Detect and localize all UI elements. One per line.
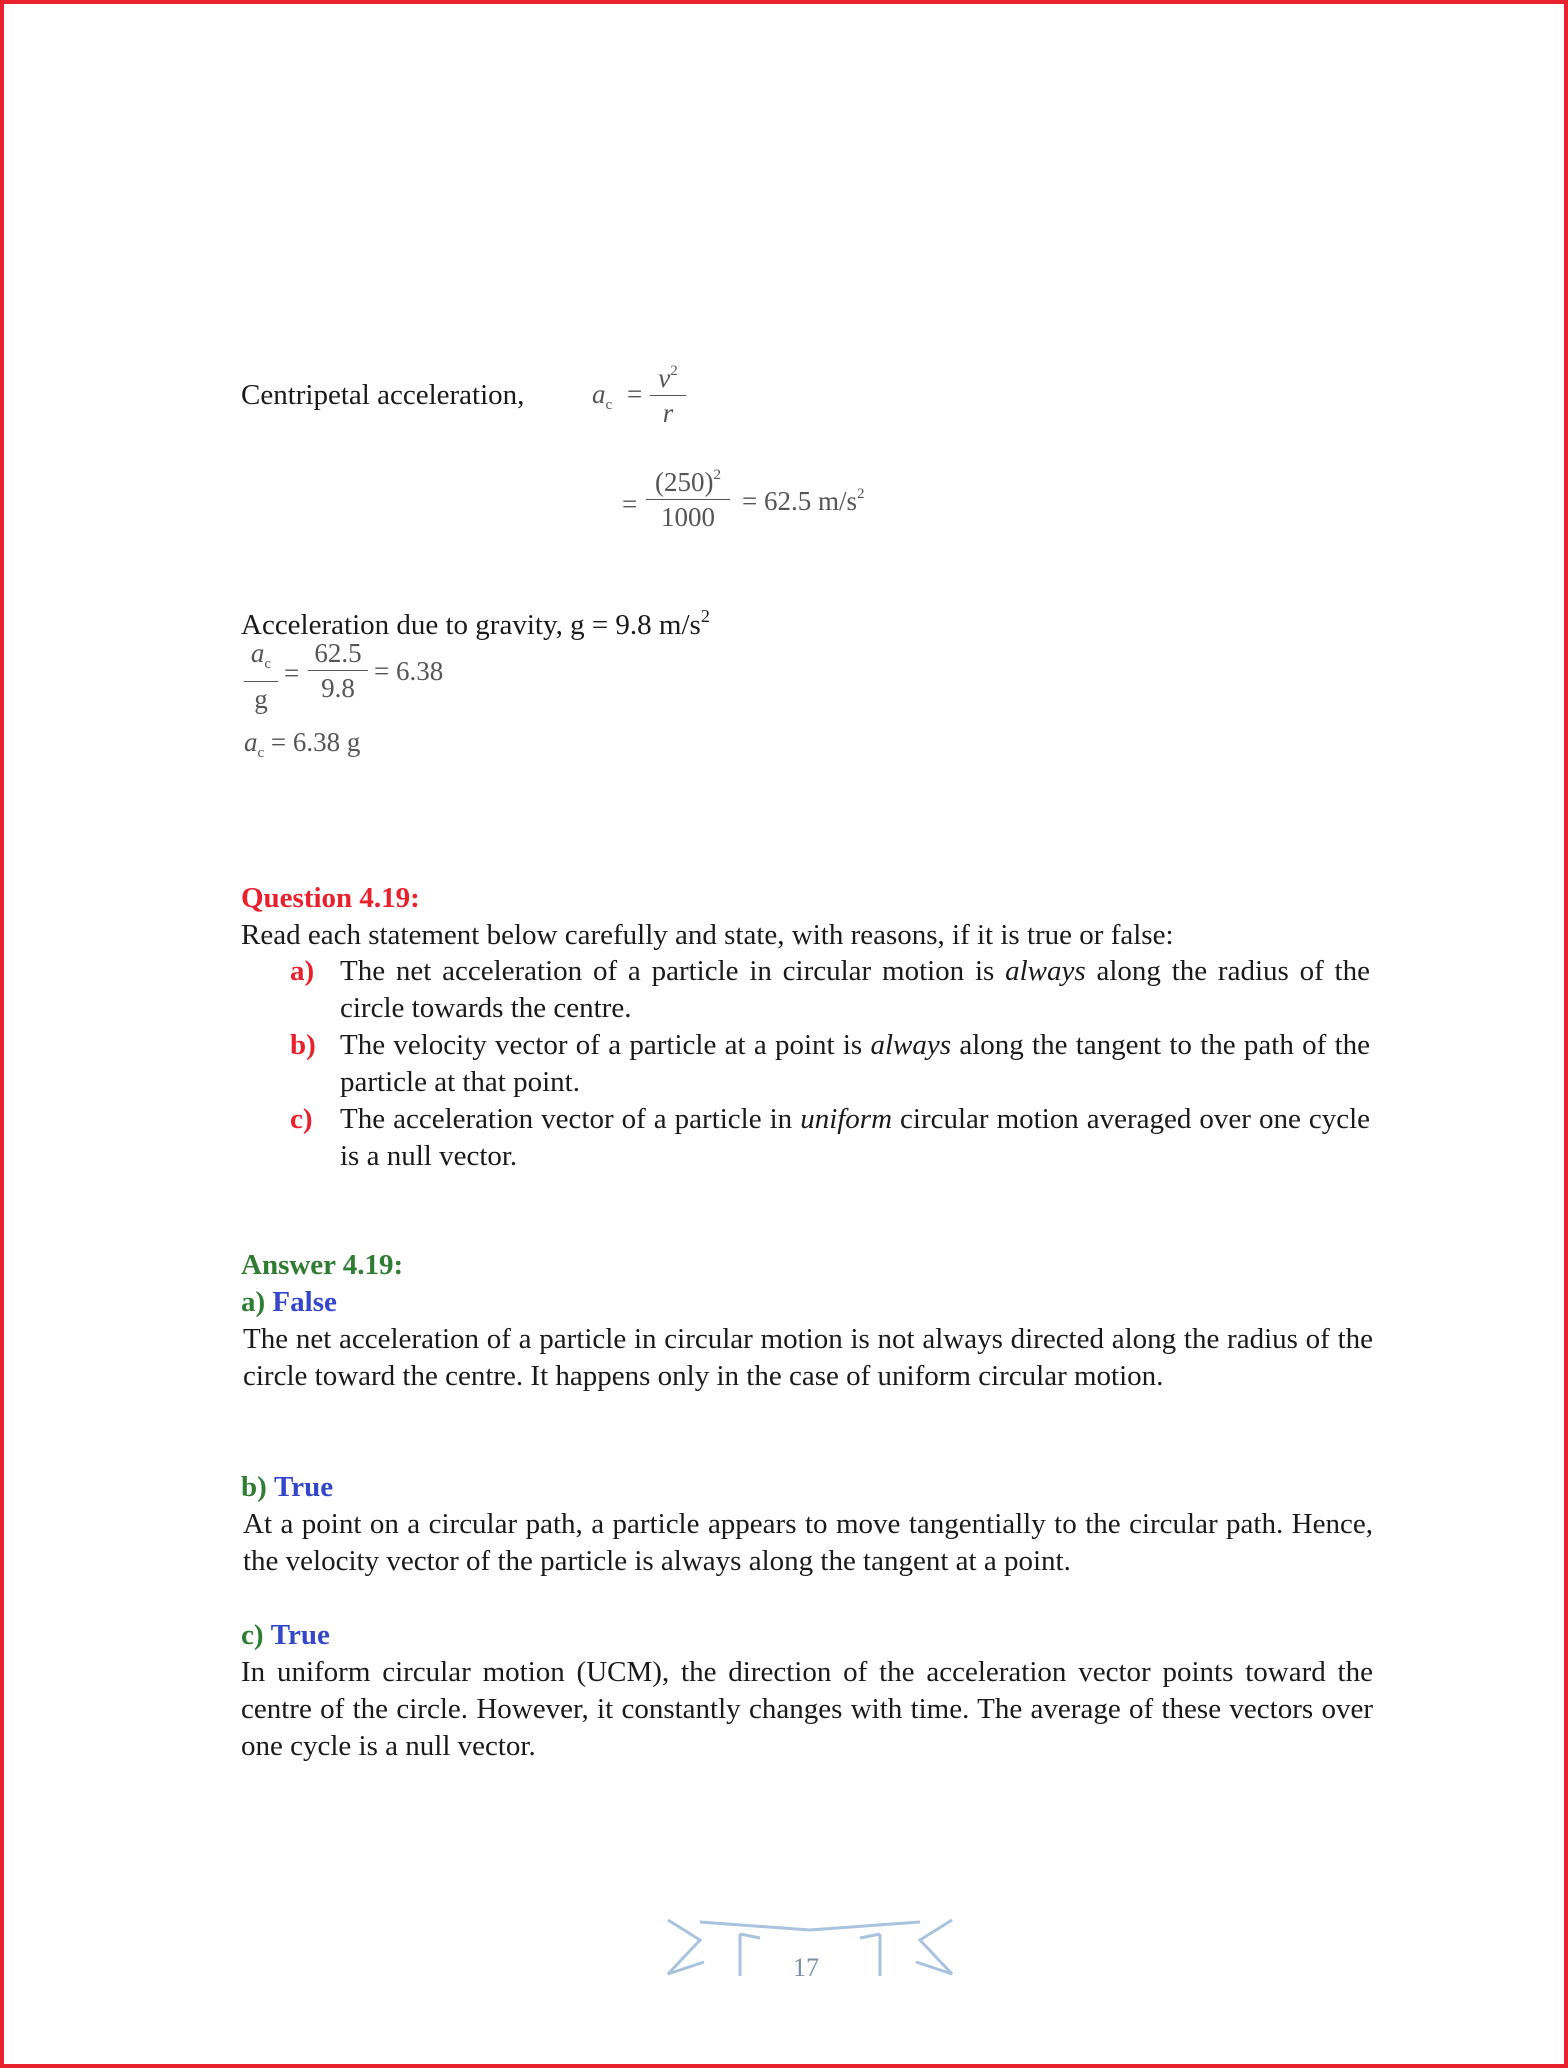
item-text: The net acceleration of a particle in circular motion is always along the radius of the circle towards the centre. (340, 955, 1370, 1024)
answer-heading: Answer 4.19: (241, 1249, 404, 1281)
item-text: The velocity vector of a particle at a point is always along the tangent to the path of the particle at that point. (340, 1029, 1370, 1098)
final-result: $a_c = 6.38$ g (244, 727, 361, 761)
result-6-38: = 6.38 (374, 656, 444, 686)
centripetal-label: Centripetal acceleration, (241, 379, 525, 411)
fraction-250sq-over-1000: $(250)^2$ 1000 (646, 458, 730, 534)
item-label: a) (290, 955, 315, 987)
answer-a-text: The net acceleration of a particle in circular motion is not always directed along the radius of the circle toward the centre. It happens only in the case of uniform circular motion. (243, 1323, 1373, 1392)
ac-symbol: $a_c$ (592, 379, 613, 413)
answer-a-verdict: a) False (241, 1286, 337, 1318)
answer-c-text: In uniform circular motion (UCM), the direction of the acceleration vector points toward the centre of the circle. However, it constantly changes with time. The average of these vectors over one cycle is a null vector. (241, 1656, 1373, 1762)
answer-b-text: At a point on a circular path, a particle appears to move tangentially to the circular path. Hence, the velocity vector of the particle is always along the tangent at a point. (243, 1508, 1373, 1577)
fraction-62-5-over-9-8: 62.5 9.8 (308, 636, 368, 705)
answer-b-verdict: b) True (241, 1471, 334, 1503)
answer-c-verdict: c) True (241, 1619, 330, 1651)
equals-sign-3: = (284, 658, 300, 688)
item-label: b) (290, 1029, 316, 1061)
equals-sign-2: = (622, 489, 638, 519)
fraction-v2-over-r: $v^2$ r (650, 354, 686, 430)
question-heading: Question 4.19: (241, 882, 420, 914)
result-62-5: = 62.5 $m/s^2$ (742, 486, 865, 516)
page-number: 17 (793, 1953, 819, 1982)
item-label: c) (290, 1103, 313, 1135)
gravity-label: Acceleration due to gravity, g = 9.8 $m/s^2$ (241, 606, 710, 641)
question-intro: Read each statement below carefully and state, with reasons, if it is true or false: (241, 919, 1174, 951)
item-text: The acceleration vector of a particle in uniform circular motion averaged over one cycle is a null vector. (340, 1103, 1370, 1172)
fraction-ac-over-g: $a_c$ g (244, 636, 278, 716)
equals-sign-1: = (627, 379, 643, 409)
